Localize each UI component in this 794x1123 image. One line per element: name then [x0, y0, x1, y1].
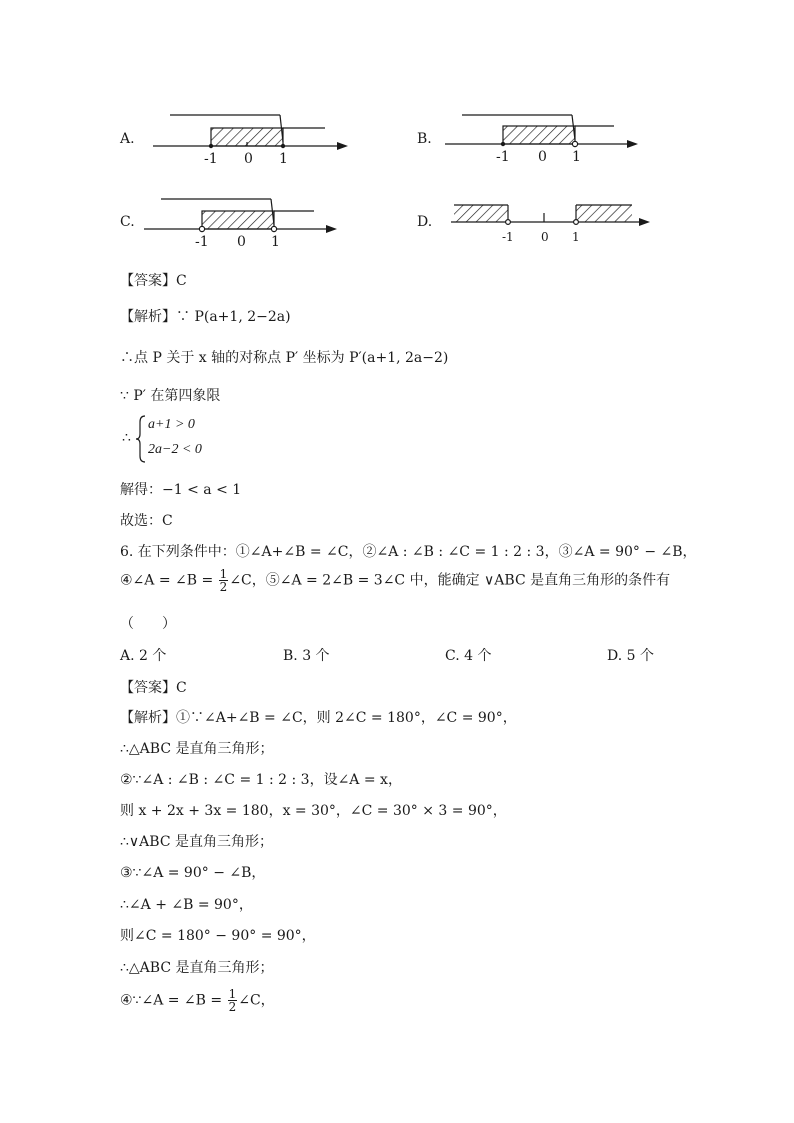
- therefore-symbol: ∴: [122, 430, 131, 446]
- tick-label: -1: [502, 230, 514, 244]
- stem-text: ∠C，⑤∠A = 2∠B = 3∠C 中，能确定 ∨ABC 是直角三角形的条件有: [229, 572, 671, 589]
- q6-option-d: D. 5 个: [607, 648, 654, 664]
- q6-analysis-line: ∴∨ABC 是直角三角形；: [120, 834, 273, 850]
- fraction-denominator: 2: [219, 580, 228, 594]
- solution-region-hatch: [202, 211, 274, 229]
- point-neg-one: [209, 144, 213, 148]
- q6-analysis-line: ②∵∠A : ∠B : ∠C = 1 : 2 : 3，设∠A = x，: [120, 772, 402, 788]
- fraction-one-half: [219, 568, 229, 593]
- q5-analysis: [120, 306, 291, 326]
- axis-arrow: [627, 140, 638, 148]
- q6-analysis-line: ∴△ABC 是直角三角形；: [120, 960, 274, 976]
- analysis-text: ④∵∠A = ∠B =: [120, 992, 227, 1009]
- axis-arrow: [326, 225, 337, 233]
- point-neg-one: [501, 142, 505, 146]
- tick-label: 1: [279, 151, 288, 167]
- option-a-label: A.: [120, 131, 135, 147]
- analysis-line-1: ∵ P(a+1, 2−2a): [176, 309, 291, 325]
- tick-label: 0: [244, 151, 253, 167]
- fraction-denominator: 2: [228, 1000, 237, 1014]
- option-d-number-line: [448, 200, 654, 234]
- q6-option-b: B. 3 个: [283, 648, 330, 664]
- fraction-one-half: [228, 988, 238, 1013]
- q6-stem-line-2: [120, 568, 670, 593]
- analysis-label: 【解析】: [120, 309, 176, 325]
- point-one: [271, 226, 276, 231]
- point-neg-one: [199, 226, 204, 231]
- left-region-hatch: [454, 205, 508, 222]
- q6-analysis-line: ③∵∠A = 90° − ∠B，: [120, 865, 266, 881]
- tick-label: -1: [496, 149, 510, 165]
- option-c-label: C.: [120, 214, 135, 230]
- inequality-2: 2a−2 < 0: [148, 442, 202, 457]
- q6-analysis-line: ∴∠A + ∠B = 90°，: [120, 897, 253, 913]
- solution-region-hatch: [503, 126, 575, 144]
- fraction-numerator: 1: [219, 567, 228, 581]
- option-d-label: D.: [417, 214, 433, 230]
- right-region-hatch: [576, 205, 632, 222]
- option-b-label: B.: [417, 131, 432, 147]
- inequality-system: [122, 415, 232, 463]
- q6-analysis-line: ∴△ABC 是直角三角形；: [120, 741, 274, 757]
- tick-label: 0: [538, 149, 547, 165]
- q6-analysis-line: [120, 988, 275, 1013]
- axis-arrow: [639, 218, 650, 226]
- q5-line-2: ∴点 P 关于 x 轴的对称点 P′ 坐标为 P′(a+1, 2a−2): [120, 350, 449, 366]
- stem-text: ④∠A = ∠B =: [120, 572, 218, 589]
- tick-label: 1: [271, 234, 280, 250]
- point-one: [281, 144, 285, 148]
- q5-answer: 【答案】C: [120, 273, 187, 289]
- q6-stem-line-1: 6. 在下列条件中：①∠A+∠B = ∠C，②∠A : ∠B : ∠C = 1 : 2 : 3，③∠A = 90° − ∠B，: [120, 544, 697, 560]
- fraction-numerator: 1: [228, 987, 237, 1001]
- point-one: [574, 220, 579, 225]
- q6-analysis-line: 【解析】①∵∠A+∠B = ∠C，则 2∠C = 180°，∠C = 90°，: [120, 710, 517, 726]
- tick-label: 1: [572, 149, 581, 165]
- q6-analysis-line: 则 x + 2x + 3x = 180，x = 30°，∠C = 30° × 3 = 90°，: [120, 803, 507, 819]
- left-brace-icon: [135, 415, 147, 463]
- q5-line-3: ∵ P′ 在第四象限: [120, 388, 221, 404]
- analysis-text: ∠C，: [238, 992, 275, 1009]
- q6-answer-paren: （ ）: [120, 616, 176, 632]
- tick-label: 0: [237, 234, 246, 250]
- inequality-1: a+1 > 0: [148, 417, 195, 432]
- q5-choose: 故选：C: [120, 513, 173, 529]
- tick-label: 0: [541, 230, 549, 244]
- q6-option-c: C. 4 个: [445, 648, 492, 664]
- point-one: [572, 141, 577, 146]
- tick-label: -1: [195, 234, 209, 250]
- axis-arrow: [337, 142, 348, 150]
- point-neg-one: [506, 220, 511, 225]
- q5-solve: 解得：−1 < a < 1: [120, 482, 242, 498]
- q6-answer: 【答案】C: [120, 680, 187, 696]
- q6-analysis-line: 则∠C = 180° − 90° = 90°，: [120, 928, 316, 944]
- q6-option-a: A. 2 个: [120, 648, 167, 664]
- tick-label: 1: [572, 230, 580, 244]
- tick-label: -1: [204, 151, 218, 167]
